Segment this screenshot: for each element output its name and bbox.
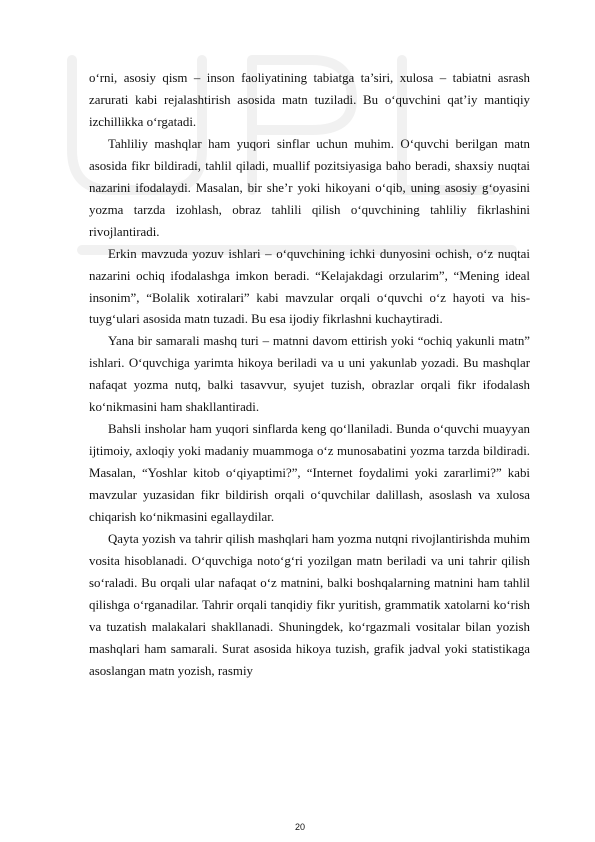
page-number: 20 bbox=[294, 822, 305, 832]
paragraph-4: Yana bir samarali mashq turi – matnni davom ettirish yoki “ochiq yakunli matn” ishlari. O‘quvchiga yarimta hikoya beriladi va u uni yakunlab yozadi. Bu mashqlar nafaqat yozma nutq, balki tasavvur, syujet tuzish, obrazlar orqali fikr ifodalash ko‘nikmasini ham shakllantiradi. bbox=[89, 334, 530, 415]
document-body bbox=[89, 68, 530, 683]
paragraph-2: Tahliliy mashqlar ham yuqori sinflar uchun muhim. O‘quvchi berilgan matn asosida fikr bildiradi, tahlil qiladi, muallif pozitsiyasiga baho beradi, shaxsiy nuqtai nazarini ifodalaydi. Masalan, bir she’r yoki hikoyani o‘qib, uning asosiy g‘oyasini yozma tarzda izohlash, obraz tahlili qilish o‘quvchining tahliliy fikrlashini rivojlantiradi. bbox=[89, 136, 530, 239]
paragraph-1: o‘rni, asosiy qism – inson faoliyatining tabiatga ta’siri, xulosa – tabiatni asrash zarurati kabi rejalashtirish asosida matn tuziladi. Bu o‘quvchini qat’iy mantiqiy izchillikka o‘rgatadi. bbox=[89, 71, 530, 129]
paragraph-3: Erkin mavzuda yozuv ishlari – o‘quvchining ichki dunyosini ochish, o‘z nuqtai nazarini ochiq ifodalashga imkon beradi. “Kelajakdagi orzularim”, “Mening ideal insonim”, “Bolalik xotiralari” kabi mavzular orqali o‘quvchi o‘z hayoti va his-tuyg‘ulari asosida matn tuzadi. Bu esa ijodiy fikrlashni kuchaytiradi. bbox=[89, 246, 530, 327]
paragraph-5: Bahsli insholar ham yuqori sinflarda keng qo‘llaniladi. Bunda o‘quvchi muayyan ijtimoiy, axloqiy yoki madaniy muammoga o‘z munosabatini yozma tarzda bildiradi. Masalan, “Yoshlar kitob o‘qiyaptimi?”, “Internet foydalimi yoki zararlimi?” kabi mavzular yuzasidan fikr bildirish orqali o‘quvchilar dalillash, asoslash va xulosa chiqarish ko‘nikmasini egallaydilar. bbox=[89, 422, 530, 525]
paragraph-6: Qayta yozish va tahrir qilish mashqlari ham yozma nutqni rivojlantirishda muhim vosita hisoblanadi. O‘quvchiga noto‘g‘ri yozilgan matn beriladi va uni tahrir qilish so‘raladi. Bu orqali ular nafaqat o‘z matnini, balki boshqalarning matnini ham tahlil qilishga o‘rganadilar. Tahrir orqali tanqidiy fikr yuritish, grammatik xatolarni ko‘rish va tuzatish malakalari shakllanadi. Shuningdek, ko‘rgazmali vositalar bilan yozish mashqlari ham samarali. Surat asosida hikoya tuzish, grafik jadval yoki statistikaga asoslangan matn yozish, rasmiy bbox=[89, 532, 530, 678]
